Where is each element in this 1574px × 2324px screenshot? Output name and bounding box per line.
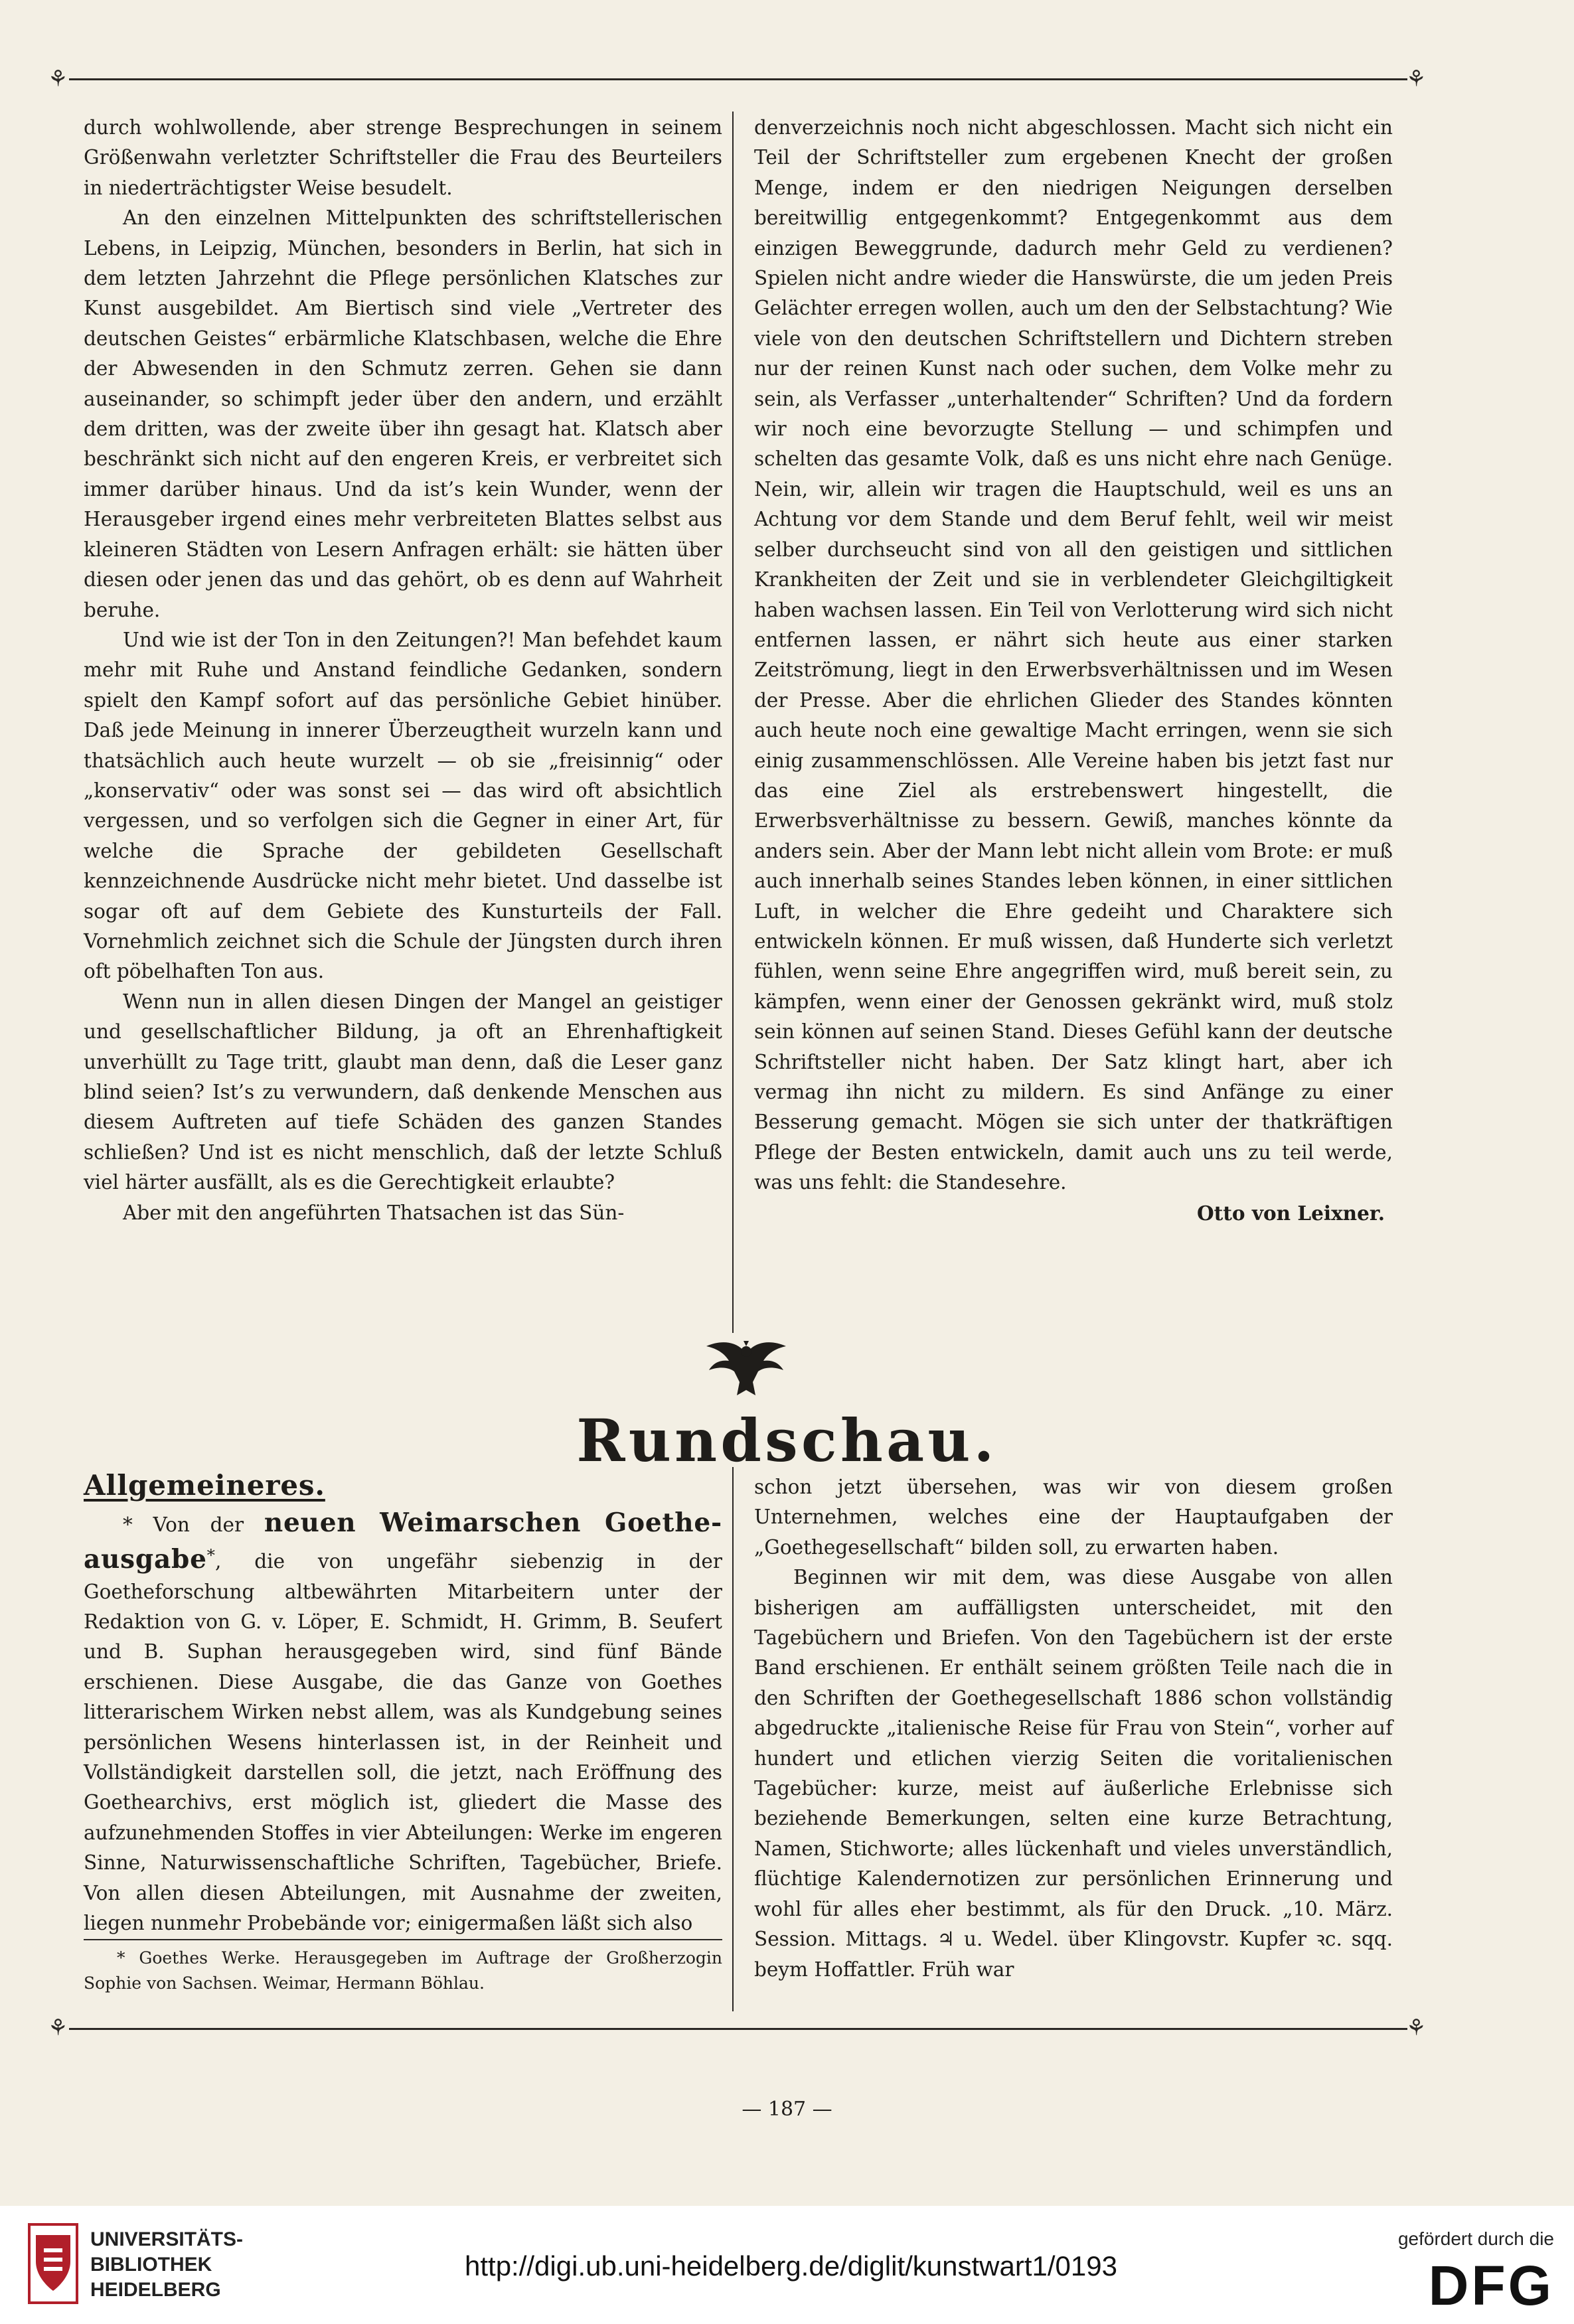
source-url-link[interactable]: http://digi.ub.uni-heidelberg.de/diglit/kunstwart1/0193 <box>465 2250 1117 2282</box>
footnote: * Goethes Werke. Herausgegeben im Auftrage der Großherzogin Sophie von Sachsen. Weimar, Hermann Böhlau. <box>84 1939 722 1996</box>
rundschau-left-column <box>84 1468 722 1996</box>
article-left-column <box>84 113 722 1228</box>
ornament-bottom-left: ⚘ <box>48 2015 68 2041</box>
top-rule <box>69 78 1407 80</box>
paragraph: Aber mit den angeführten Thatsachen ist das Sün- <box>123 1201 625 1224</box>
lead-prefix: * Von der <box>123 1513 244 1536</box>
ornament-top-right: ⚘ <box>1406 66 1427 92</box>
footnote-mark: * <box>206 1545 215 1565</box>
lead-text: , die von ungefähr siebenzig in der Goetheforschung altbewährten Mitarbeitern unter der Redaktion von G. v. Löper, E. Schmidt, H. Grimm, B. Seufert und B. Suphan herausgegeben wird, sind fünf Bände erschienen. Diese Ausgabe, die das Ganze von Goethes litterarischem Wirken nebst allem, was als Kundgebung seines persönlichen Wesens hinterlassen ist, in der Reinheit und Vollständigkeit darstellen soll, die jetzt, nach Eröffnung des Goethearchivs, erst möglich ist, gliedert die Masse des aufzunehmenden Stoffes in vier Abteilungen: Werke im engeren Sinne, Naturwissenschaftliche Schriften, Tagebücher, Briefe. Von allen diesen Abteilungen, mit Ausnahme der zweiten, liegen nunmehr Probebände vor; einigermaßen läßt sich also <box>84 1550 722 1935</box>
paragraph: Beginnen wir mit dem, was diese Ausgabe von allen bisherigen am auffälligsten unterscheidet, mit den Tagebüchern und Briefen. Von den Tagebüchern ist der erste Band erschienen. Er enthält seinem größten Teile nach die in den Schriften der Goethegesellschaft 1886 schon vollständig abgedruckte „italienische Reise für Frau von Stein“, vorher auf hundert und etlichen vierzig Seiten die voritalienischen Tagebücher: kurze, meist auf äußerliche Erlebnisse sich beziehende Bemerkungen, selten eine kurze Betrachtung, Namen, Stichworte; alles lückenhaft und vieles unverständlich, flüchtige Kalendernotizen zur persönlichen Erinnerung und wohl für alles eher bestimmt, als für den Druck. „10. März. Session. Mittags. ♃ u. Wedel. über Klingovstr. Kupfer ꝛc. sqq. beym Hoffattler. Früh war <box>754 1566 1393 1981</box>
ornament-bottom-right: ⚘ <box>1406 2015 1427 2041</box>
paragraph: Und wie ist der Ton in den Zeitungen?! Man befehdet kaum mehr mit Ruhe und Anstand feindliche Gedanken, sondern spielt den Kampf sofort auf das persönliche Gebiet hinüber. Daß jede Meinung in innerer Überzeugtheit wurzeln kann und thatsächlich auch heute wurzelt — ob sie „freisinnig“ oder „konservativ“ oder was sonst sei — das wird oft absichtlich vergessen, und so verfolgen sich die Gegner in einer Art, für welche die Sprache der gebildeten Gesellschaft kennzeichnende Ausdrücke nicht mehr bietet. Und dasselbe ist sogar oft auf dem Gebiete des Kunsturteils der Fall. Vornehmlich zeichnet sich die Schule der Jüngsten durch ihren oft pöbelhaften Ton aus. <box>84 628 722 983</box>
digitization-footer <box>0 2206 1574 2324</box>
paragraph: Wenn nun in allen diesen Dingen der Mangel an geistiger und gesellschaftlicher Bildung, ja oft an Ehrenhaftigkeit unverhüllt zu Tage tritt, glaubt man denn, daß die Leser ganz blind seien? Ist’s zu verwundern, daß denkende Menschen aus diesem Auftreten auf tiefe Schäden des ganzen Standes schließen? Und ist es nicht menschlich, daß der letzte Schluß viel härter ausfällt, als es die Gerechtigkeit erlaubte? <box>84 990 722 1194</box>
lead-paragraph <box>84 1508 722 1939</box>
eagle-vignette-icon <box>705 1334 787 1401</box>
bottom-rule <box>69 2028 1407 2030</box>
paragraph: schon jetzt übersehen, was wir von diesem großen Unternehmen, welches eine der Hauptaufgaben der „Goethegesellschaft“ bilden soll, zu erwarten haben. <box>754 1476 1393 1559</box>
university-library-logo-icon <box>27 2222 80 2305</box>
paragraph: durch wohlwollende, aber strenge Besprechungen in seinem Größenwahn verletzter Schriftsteller die Frau des Beurteilers in niederträchtigster Weise besudelt. <box>84 116 722 199</box>
subheading: Allgemeineres. <box>84 1469 325 1502</box>
library-name <box>90 2227 243 2303</box>
column-divider-lower <box>732 1467 734 2011</box>
rundschau-right-column <box>754 1472 1393 1985</box>
library-name-line: BIBLIOTHEK <box>90 2254 212 2276</box>
ornament-top-left: ⚘ <box>48 66 68 92</box>
library-name-line: HEIDELBERG <box>90 2279 221 2301</box>
paragraph: An den einzelnen Mittelpunkten des schriftstellerischen Lebens, in Leipzig, München, besonders in Berlin, hat sich in dem letzten Jahrzehnt die Pflege persönlichen Klatsches zur Kunst ausgebildet. Am Biertisch sind viele „Vertreter des deutschen Geistes“ erbärmliche Klatschbasen, welche die Ehre der Abwesenden in den Schmutz zerren. Gehen sie dann auseinander, so schimpft jeder über den andern, und erzählt dem dritten, was der zweite über ihn gesagt hat. Klatsch aber beschränkt sich nicht auf den engeren Kreis, er verbreitet sich immer darüber hinaus. Und da ist’s kein Wunder, wenn der Herausgeber irgend eines mehr verbreiteten Blattes selbst aus kleineren Städten von Lesern Anfragen erhält: sie hätten über diesen oder jenen das und das gehört, ob es denn auf Wahrheit beruhe. <box>84 206 722 621</box>
dfg-logo: DFG <box>1428 2254 1554 2317</box>
column-divider-upper <box>732 112 734 1333</box>
funding-caption: gefördert durch die <box>1397 2228 1554 2249</box>
section-heading: Rundschau. <box>576 1406 998 1475</box>
author-signature: Otto von Leixner. <box>1196 1201 1385 1225</box>
paragraph: denverzeichnis noch nicht abgeschlossen. Macht sich nicht ein Teil der Schriftsteller zum ergebenen Knecht der großen Menge, indem er den niedrigen Neigungen derselben bereitwillig entgegenkommt? Entgegenkommt aus dem einzigen Beweggrunde, dadurch mehr Geld zu verdienen? Spielen nicht andre wieder die Hanswürste, die um jeden Preis Gelächter erregen wollen, auch um den der Selbstachtung? Wie viele von den deutschen Schriftstellern und Dichtern streben nur der reinen Kunst nach oder suchen, dem Volke mehr zu sein, als Verfasser „unterhaltender“ Schriften? Und da fordern wir noch eine bevorzugte Stellung — und schimpfen und schelten das gesamte Volk, daß es uns nicht ehre nach Genüge. Nein, wir, allein wir tragen die Hauptschuld, weil es uns an Achtung vor dem Stande und dem Beruf fehlt, weil wir meist selber durchseucht sind von all den geistigen und sittlichen Krankheiten der Zeit und sie in verblendeter Gleichgiltigkeit haben wachsen lassen. Ein Teil von Verlotterung wird sich nicht entfernen lassen, er nährt sich heute aus einer starken Zeitströmung, liegt in den Erwerbsverhältnissen und im Wesen der Presse. Aber die ehrlichen Glieder des Standes könnten auch heute noch eine gewaltige Macht erringen, wenn sie sich einig zusammenschlössen. Alle Vereine haben bis jetzt fast nur das eine Ziel als erstrebenswert hingestellt, die Erwerbsverhältnisse zu bessern. Gewiß, manches könnte da anders sein. Aber der Mann lebt nicht allein vom Brote: er muß auch innerhalb seines Standes leben können, in einer sittlichen Luft, in welcher die Ehre gedeiht und Charaktere sich entwickeln können. Er muß wissen, daß Hunderte sich verletzt fühlen, wenn seine Ehre angegriffen wird, muß bereit sein, zu kämpfen, wenn einer der Genossen gekränkt wird, muß stolz sein können auf seinen Stand. Dieses Gefühl kann der deutsche Schriftsteller nicht haben. Der Satz klingt hart, aber ich vermag ihn nicht zu mildern. Es sind Anfänge zu einer Besserung gemacht. Mögen sie sich unter der thatkräftigen Pflege der Besten entwickeln, damit auch uns zu teil werde, was uns fehlt: die Standesehre. <box>754 116 1393 1194</box>
library-name-line: UNIVERSITÄTS- <box>90 2228 244 2250</box>
article-right-column <box>754 113 1393 1228</box>
lead-title: neuen Weimarschen Goethe-ausgabe <box>84 1508 722 1575</box>
page-number: — 187 — <box>742 2098 832 2121</box>
